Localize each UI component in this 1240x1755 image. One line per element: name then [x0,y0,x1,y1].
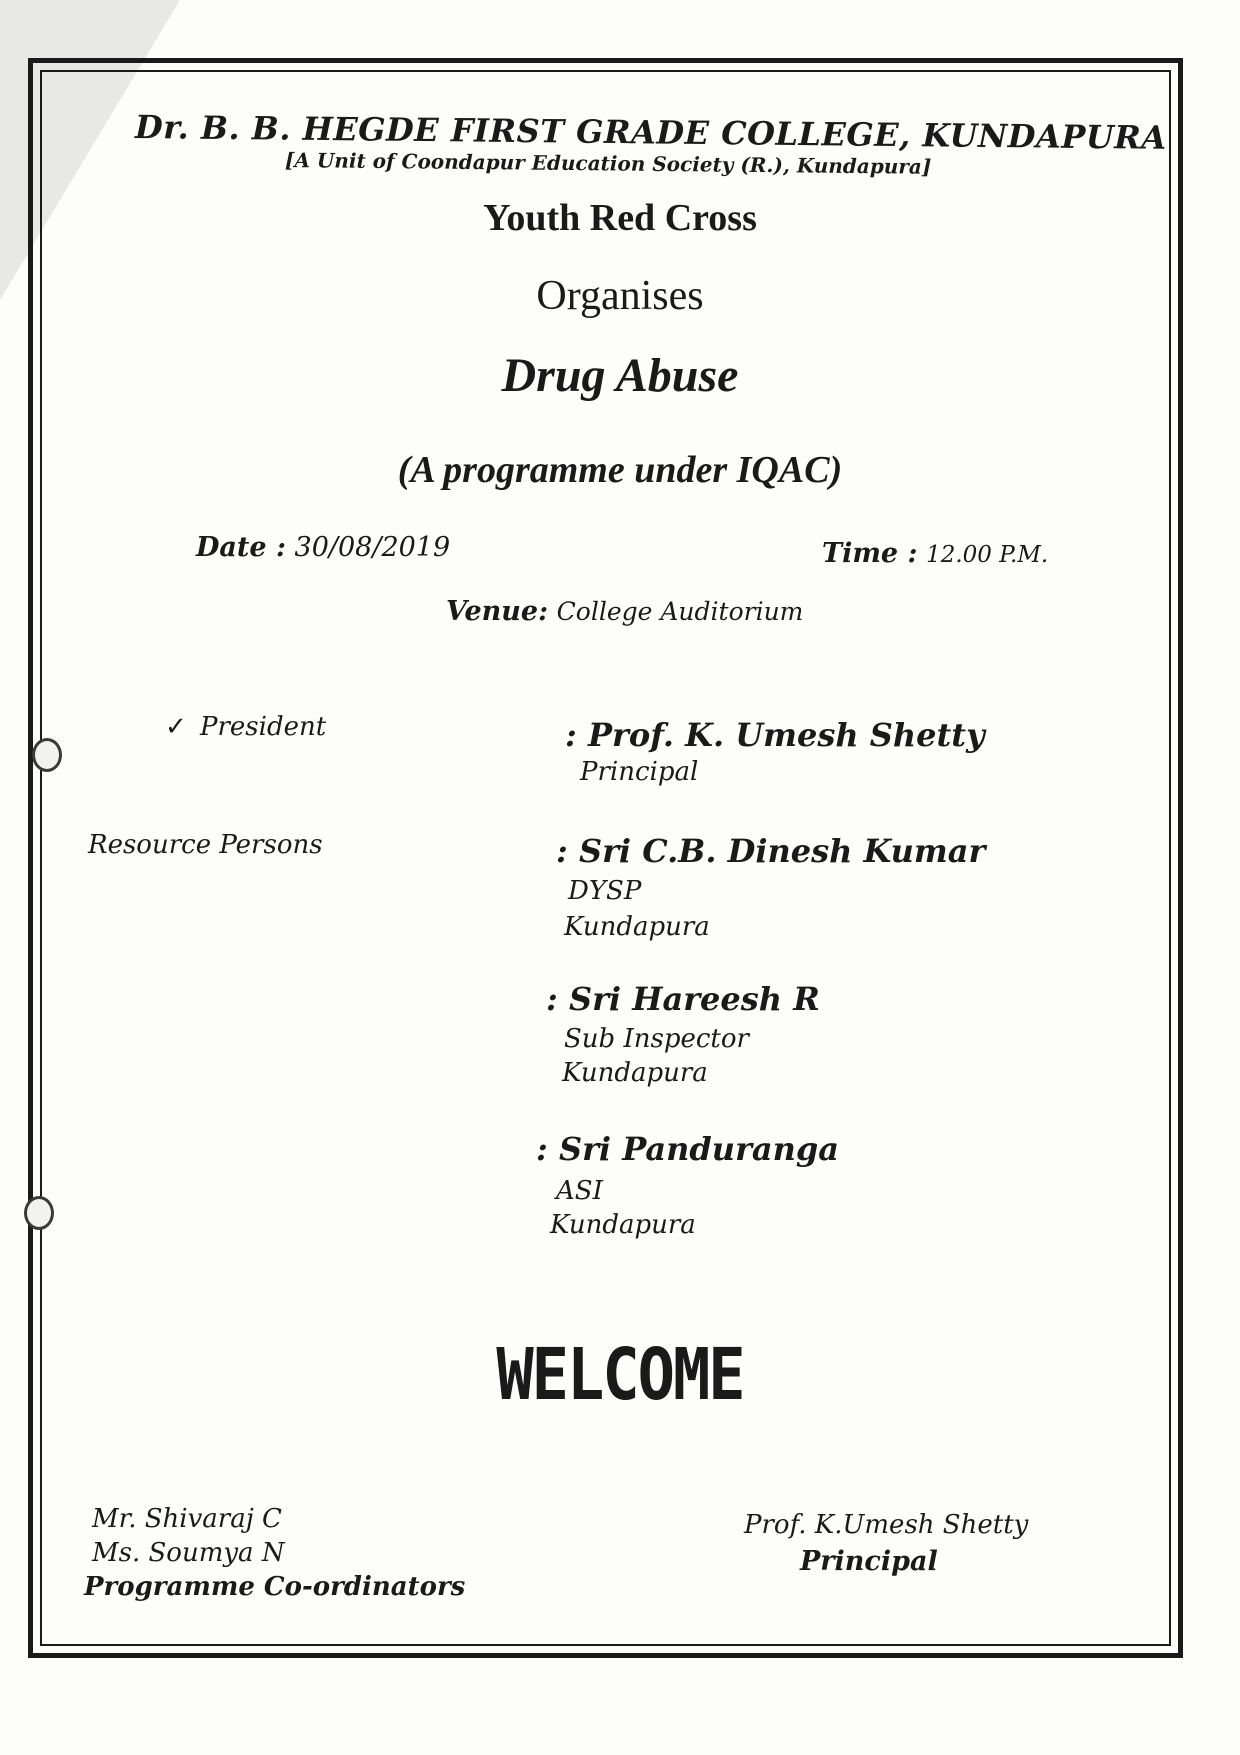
society-name: [A Unit of Coondapur Education Society (R.), Kundapura] [284,148,932,179]
principal-name: Prof. K.Umesh Shetty [744,1510,1029,1540]
time-row [822,538,1048,569]
event-title: Drug Abuse [501,349,739,402]
principal-title: Principal [800,1546,938,1577]
venue-value: College Auditorium [556,597,804,626]
time-label: Time : [822,538,918,569]
punch-hole [24,1196,54,1230]
resource-person-name: : Sri Panduranga [536,1130,840,1168]
date-row [196,532,450,563]
check-mark-icon: ✓ [165,712,187,742]
organises-text: Organises [536,273,704,319]
resource-person-designation: ASI [556,1176,603,1206]
resource-person-place: Kundapura [564,912,710,942]
venue-label: Venue: [446,596,549,627]
welcome-banner: WELCOME [496,1332,744,1417]
college-name: Dr. B. B. HEGDE FIRST GRADE COLLEGE, KUNDAPURA [134,108,1167,157]
president-designation: Principal [580,757,699,787]
date-label: Date : [196,532,286,563]
date-value: 30/08/2019 [294,532,451,563]
resource-person-place: Kundapura [562,1058,708,1088]
president-name: : Prof. K. Umesh Shetty [565,716,985,754]
organiser-title: Youth Red Cross [483,197,757,239]
resource-persons-label: Resource Persons [88,830,323,860]
venue-row [446,596,803,627]
resource-person-designation: DYSP [568,876,642,906]
resource-person-place: Kundapura [550,1210,696,1240]
president-label: President [200,712,327,742]
coordinator-name: Mr. Shivaraj C [92,1504,282,1534]
coordinator-name: Ms. Soumya N [92,1538,285,1568]
time-value: 12.00 P.M. [926,542,1049,568]
punch-hole [32,738,62,772]
resource-person-name: : Sri C.B. Dinesh Kumar [556,832,986,870]
event-subtitle: (A programme under IQAC) [397,449,843,491]
coordinators-title: Programme Co-ordinators [84,1572,466,1602]
resource-person-name: : Sri Hareesh R [546,980,820,1018]
resource-person-designation: Sub Inspector [564,1024,749,1054]
